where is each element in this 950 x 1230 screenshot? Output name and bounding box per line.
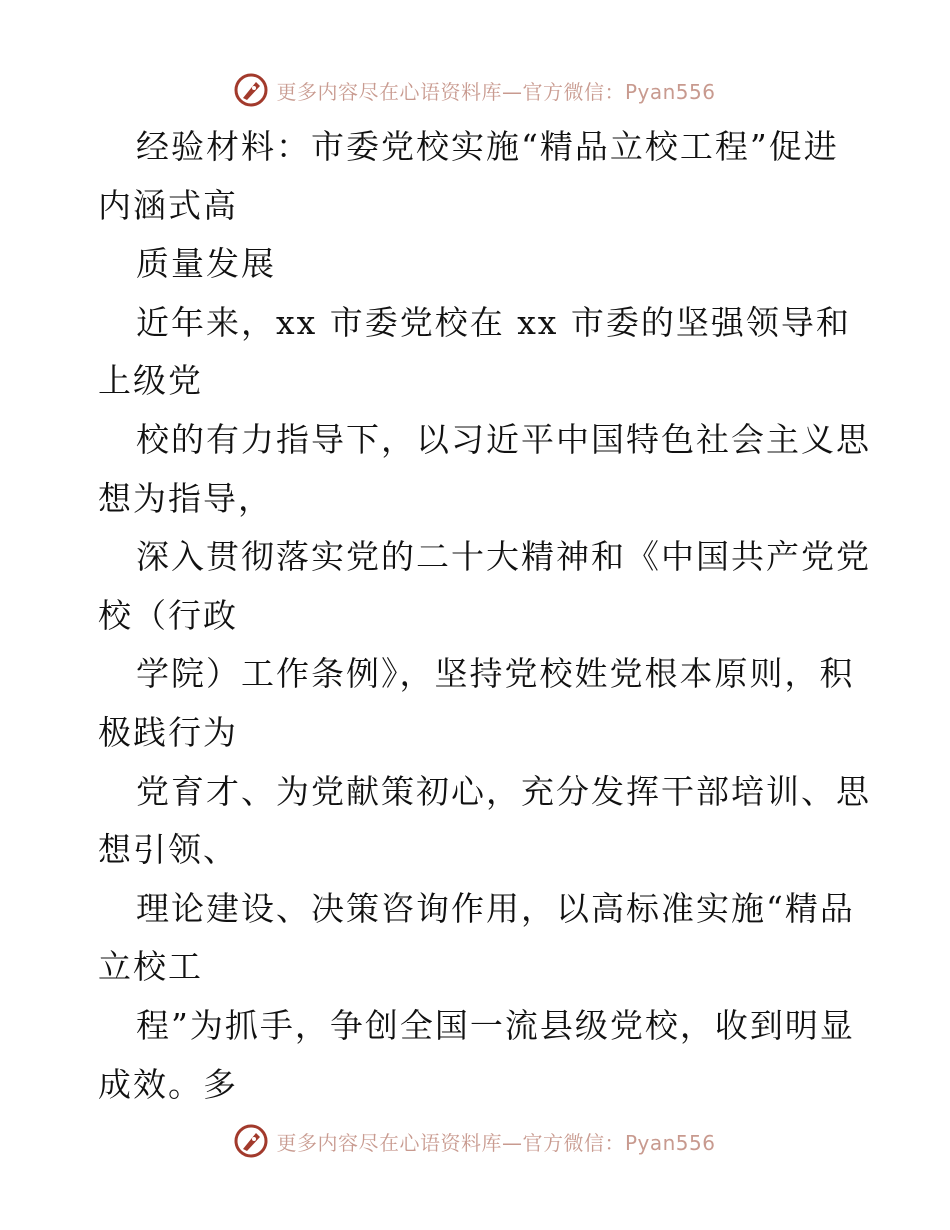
text-line: 学院）工作条例》，坚持党校姓党根本原则，积: [136, 654, 855, 694]
text-line: 想为指导，: [98, 478, 273, 518]
footer-watermark-banner: [0, 1121, 950, 1161]
text-line: 内涵式高: [98, 185, 238, 225]
text-line: 质量发展: [136, 244, 276, 284]
text-line: 想引领、: [98, 830, 238, 870]
header-watermark-banner: [0, 70, 950, 110]
text-line: 党育才、为党献策初心，充分发挥干部培训、思: [136, 771, 871, 811]
text-line: 程”为抓手，争创全国一流县级党校，收到明显: [136, 1005, 855, 1045]
text-line: 经验材料：市委党校实施“精品立校工程”促进: [136, 127, 839, 166]
watermark-text: 更多内容尽在心语资料库—官方微信：Pyan556: [276, 79, 716, 104]
pen-nib-seal-icon: [234, 73, 268, 107]
document-body: [98, 118, 871, 1114]
text-line: 校的有力指导下，以习近平中国特色社会主义思: [136, 419, 871, 459]
text-line: 校（行政: [98, 595, 238, 635]
pen-nib-seal-icon: [234, 1124, 268, 1158]
watermark-text: 更多内容尽在心语资料库—官方微信：Pyan556: [276, 1130, 716, 1155]
text-line: 成效。多: [98, 1064, 238, 1104]
text-line: 极践行为: [98, 712, 238, 752]
text-line: 深入贯彻落实党的二十大精神和《中国共产党党: [136, 537, 871, 577]
text-line: 上级党: [98, 361, 203, 401]
text-line: 理论建设、决策咨询作用，以高标准实施“精品: [136, 888, 855, 928]
text-line: 立校工: [98, 947, 203, 987]
text-line: 近年来，xx 市委党校在 xx 市委的坚强领导和: [136, 302, 851, 342]
